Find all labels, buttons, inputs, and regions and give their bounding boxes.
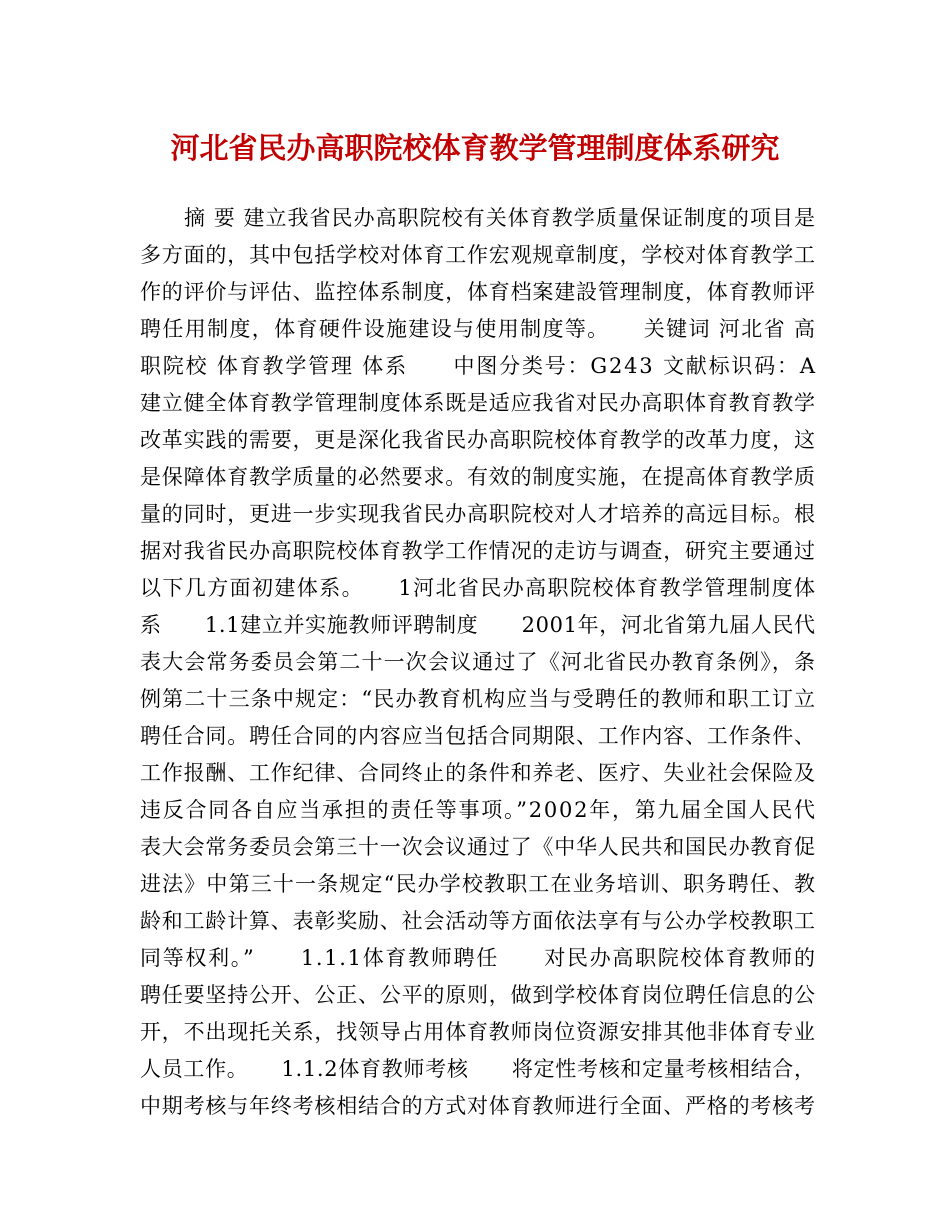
- body-line: 以下几方面初建体系。 1河北省民办高职院校体育教学管理制度体: [140, 576, 817, 600]
- body-line: 作的评价与评估、监控体系制度，体育档案建設管理制度，体育教师评: [140, 280, 816, 304]
- body-line: 进法》中第三十一条规定“民办学校教职工在业务培训、职务聘任、教: [140, 872, 817, 896]
- body-line: 聘任用制度，体育硬件设施建设与使用制度等。 关键词 河北省 高: [140, 317, 817, 341]
- body-line: 聘任要坚持公开、公正、公平的原则，做到学校体育岗位聘任信息的公: [140, 983, 816, 1007]
- body-line: 多方面的，其中包括学校对体育工作宏观规章制度，学校对体育教学工: [140, 243, 816, 267]
- body-line: 职院校 体育教学管理 体系 中图分类号：G243 文献标识码：A: [140, 354, 817, 378]
- body-line: 系 1.1建立并实施教师评聘制度 2001年，河北省第九届人民代: [140, 613, 816, 637]
- body-line: 表大会常务委员会第二十一次会议通过了《河北省民办教育条例》，条: [140, 650, 817, 674]
- body-line: 表大会常务委员会第三十一次会议通过了《中华人民共和国民办教育促: [140, 835, 816, 859]
- body-line: 量的同时，更进一步实现我省民办高职院校对人才培养的高远目标。根: [140, 502, 816, 526]
- body-line: 聘任合同。聘任合同的内容应当包括合同期限、工作内容、工作条件、: [140, 724, 816, 748]
- body-line: 例第二十三条中规定：“民办教育机构应当与受聘任的教师和职工订立: [140, 687, 817, 711]
- body-line: 工作报酬、工作纪律、合同终止的条件和养老、医疗、失业社会保险及: [140, 761, 816, 785]
- body-line: 据对我省民办高职院校体育教学工作情况的走访与调查，研究主要通过: [140, 539, 816, 563]
- body-line: 改革实践的需要，更是深化我省民办高职院校体育教学的改革力度，这: [140, 428, 816, 452]
- document-title: 河北省民办高职院校体育教学管理制度体系研究: [170, 131, 780, 165]
- body-line: 同等权利。” 1.1.1体育教师聘任 对民办高职院校体育教师的: [140, 946, 817, 970]
- body-line: 违反合同各自应当承担的责任等事项。”2002年，第九届全国人民代: [140, 798, 817, 822]
- body-line: 中期考核与年终考核相结合的方式对体育教师进行全面、严格的考核考: [140, 1094, 816, 1118]
- body-line: 建立健全体育教学管理制度体系既是适应我省对民办高职体育教育教学: [140, 391, 816, 415]
- document-body: [140, 200, 815, 1125]
- body-line: 开，不出现托关系，找领导占用体育教师岗位资源安排其他非体育专业: [140, 1020, 816, 1044]
- body-line: 龄和工龄计算、表彰奖励、社会活动等方面依法享有与公办学校教职工: [140, 909, 816, 933]
- body-line: 人员工作。 1.1.2体育教师考核 将定性考核和定量考核相结合，: [140, 1057, 816, 1081]
- body-line: 摘 要 建立我省民办高职院校有关体育教学质量保证制度的项目是: [140, 206, 817, 230]
- body-line: 是保障体育教学质量的必然要求。有效的制度实施，在提高体育教学质: [140, 465, 816, 489]
